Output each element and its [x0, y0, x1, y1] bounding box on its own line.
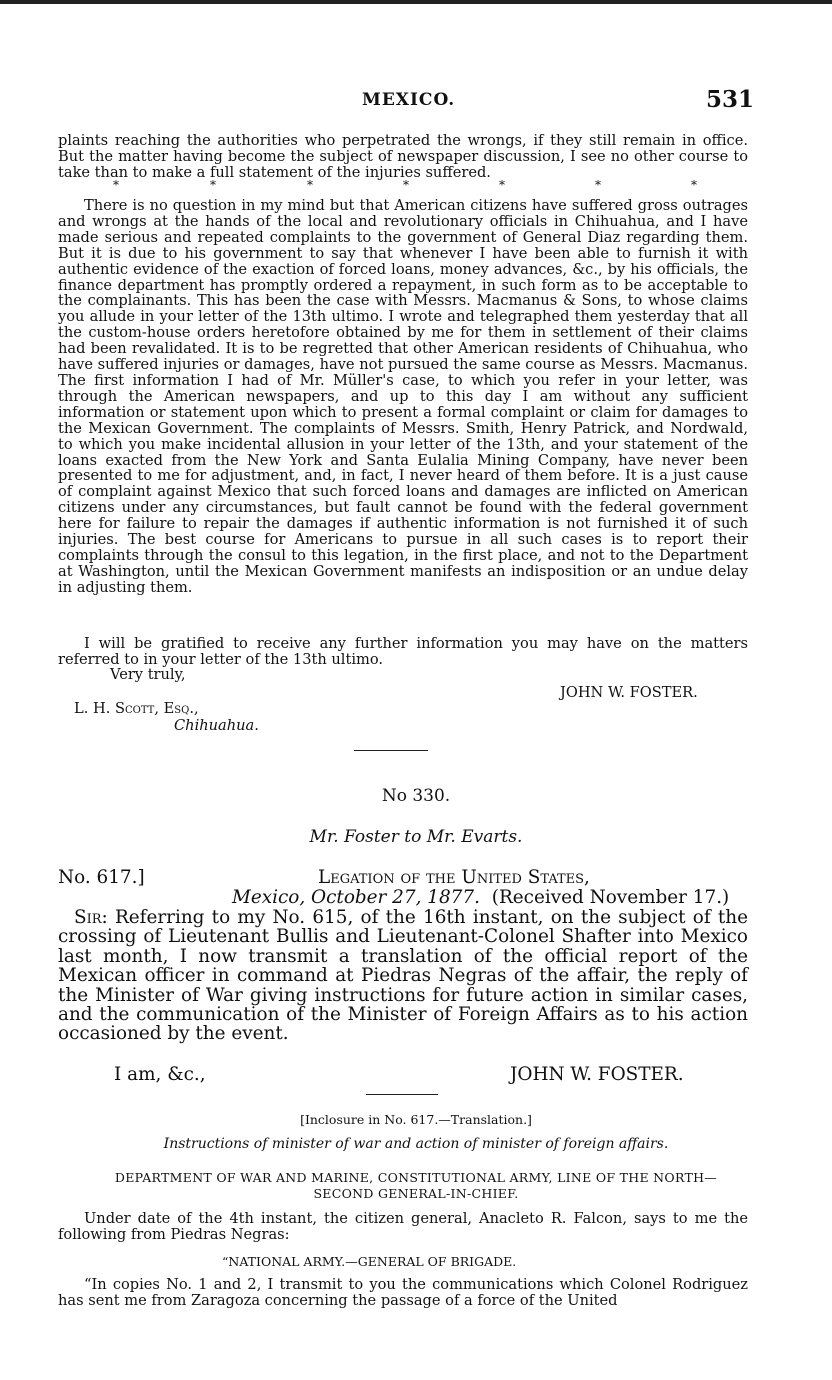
- dispatch-dateline: [232, 888, 729, 907]
- star: *: [307, 178, 313, 192]
- department-line-2: SECOND GENERAL-IN-CHIEF.: [313, 1186, 519, 1201]
- inclosure-paragraph-2: “In copies No. 1 and 2, I transmit to you the communications which Colonel Rodriguez has sent me from Zaragoza concerning the passage of a force of the United: [58, 1276, 748, 1309]
- dispatch-received: (Received November 17.): [491, 887, 730, 908]
- dispatch-text: Referring to my No. 615, of the 16th instant, on the subject of the crossing of Lieutenant Bullis and Lieutenant-Colonel Shafter into Mexico last month, I now transmit a translation of the official report of the Mexican officer in command at Piedras Negras of the affair, the reply of the Minister of War giving instructions for future action in similar cases, and the communication of the Minister of Foreign Affairs as to his action occasioned by the event.: [58, 907, 748, 1045]
- inclosure-paragraph-1: Under date of the 4th instant, the citizen general, Anacleto R. Falcon, says to me the following from Piedras Negras:: [58, 1210, 748, 1243]
- page-top-rule: [0, 0, 832, 4]
- letter-paragraph-1: plaints reaching the authorities who perpetrated the wrongs, if they still remain in office. But the matter having become the subject of newspaper discussion, I see no other course to take than to make a full statement of the injuries suffered.: [58, 132, 748, 181]
- dispatch-date: October 27, 1877.: [311, 887, 480, 908]
- star: *: [113, 178, 119, 192]
- dispatch-signature: JOHN W. FOSTER.: [510, 1064, 684, 1085]
- document-title: Mr. Foster to Mr. Evarts.: [309, 827, 523, 847]
- salutation: Sir:: [74, 907, 108, 928]
- letter-signature: JOHN W. FOSTER.: [560, 684, 698, 701]
- star: *: [499, 178, 505, 192]
- letter-closing: Very truly,: [110, 666, 186, 683]
- dispatch-reference: No. 617.]: [58, 867, 145, 888]
- letter-paragraph-2: There is no question in my mind but that American citizens have suffered gross outrages and wrongs at the hands of the local and revolutionary officials in Chihuahua, and I have made serious and repeated complaints to the government of General Diaz regarding them. But it is due to his government to say that whenever I have been able to furnish it with authentic evidence of the exaction of forced loans, money advances, &c., by his officials, the finance department has promptly ordered a repayment, in such form as to be acceptable to the complainants. This has been the case with Messrs. Macmanus & Sons, to whose claims you allude in your letter of the 13th ultimo. I wrote and telegraphed them yesterday that all the custom-house orders heretofore obtained by me for them in settlement of their claims had been revalidated. It is to be regretted that other American residents of Chihuahua, who have suffered injuries or damages, have not pursued the same course as Messrs. Macmanus. The first information I had of Mr. Müller's case, to which you refer in your letter, was through the American newspapers, and up to this day I am without any sufficient information or statement upon which to present a formal complaint or claim for damages to the Mexican Government. The complaints of Messrs. Smith, Henry Patrick, and Nordwald, to which you make incidental allusion in your letter of the 13th, and your statement of the loans exacted from the New York and Santa Eulalia Mining Company, have never been presented to me for adjustment, and, in fact, I never heard of them before. It is a just cause of complaint against Mexico that such forced loans and damages are inflicted on American citizens under any circumstances, but fault cannot be found with the federal government here for failure to repair the damages if authentic information is not furnished it of such injuries. The best course for Americans to pursue in all such cases is to report their complaints through the consul to this legation, in the first place, and not to the Department at Washington, until the Mexican Government manifests an indisposition or an undue delay in adjusting them.: [58, 197, 748, 596]
- document-number: No 330.: [381, 786, 451, 806]
- inclosure-subheading: “NATIONAL ARMY.—GENERAL OF BRIGADE.: [222, 1254, 517, 1269]
- addressee-place: Chihuahua.: [174, 717, 259, 734]
- dispatch-place: Mexico,: [232, 887, 306, 908]
- inclosure-heading: Instructions of minister of war and action of minister of foreign affairs.: [163, 1136, 669, 1152]
- addressee: L. H. Scott, Esq.,: [74, 700, 199, 717]
- dispatch-closing: I am, &c.,: [114, 1064, 206, 1085]
- page-number: 531: [706, 86, 755, 113]
- letter-paragraph-3: I will be gratified to receive any further information you may have on the matters referred to in your letter of the 13th ultimo.: [58, 635, 748, 668]
- star: *: [403, 178, 409, 192]
- running-header: [0, 86, 832, 116]
- running-title: MEXICO.: [362, 90, 456, 110]
- star: *: [691, 178, 697, 192]
- star: *: [210, 178, 216, 192]
- star: *: [595, 178, 601, 192]
- inclosure-label: [Inclosure in No. 617.—Translation.]: [300, 1112, 532, 1127]
- dispatch-body: [58, 908, 748, 1044]
- inclosure-divider: [366, 1094, 438, 1095]
- ellipsis-stars: [0, 178, 832, 194]
- legation-heading: Legation of the United States,: [318, 867, 590, 888]
- section-divider: [354, 750, 428, 751]
- department-line-1: DEPARTMENT OF WAR AND MARINE, CONSTITUTIONAL ARMY, LINE OF THE NORTH—: [114, 1170, 718, 1185]
